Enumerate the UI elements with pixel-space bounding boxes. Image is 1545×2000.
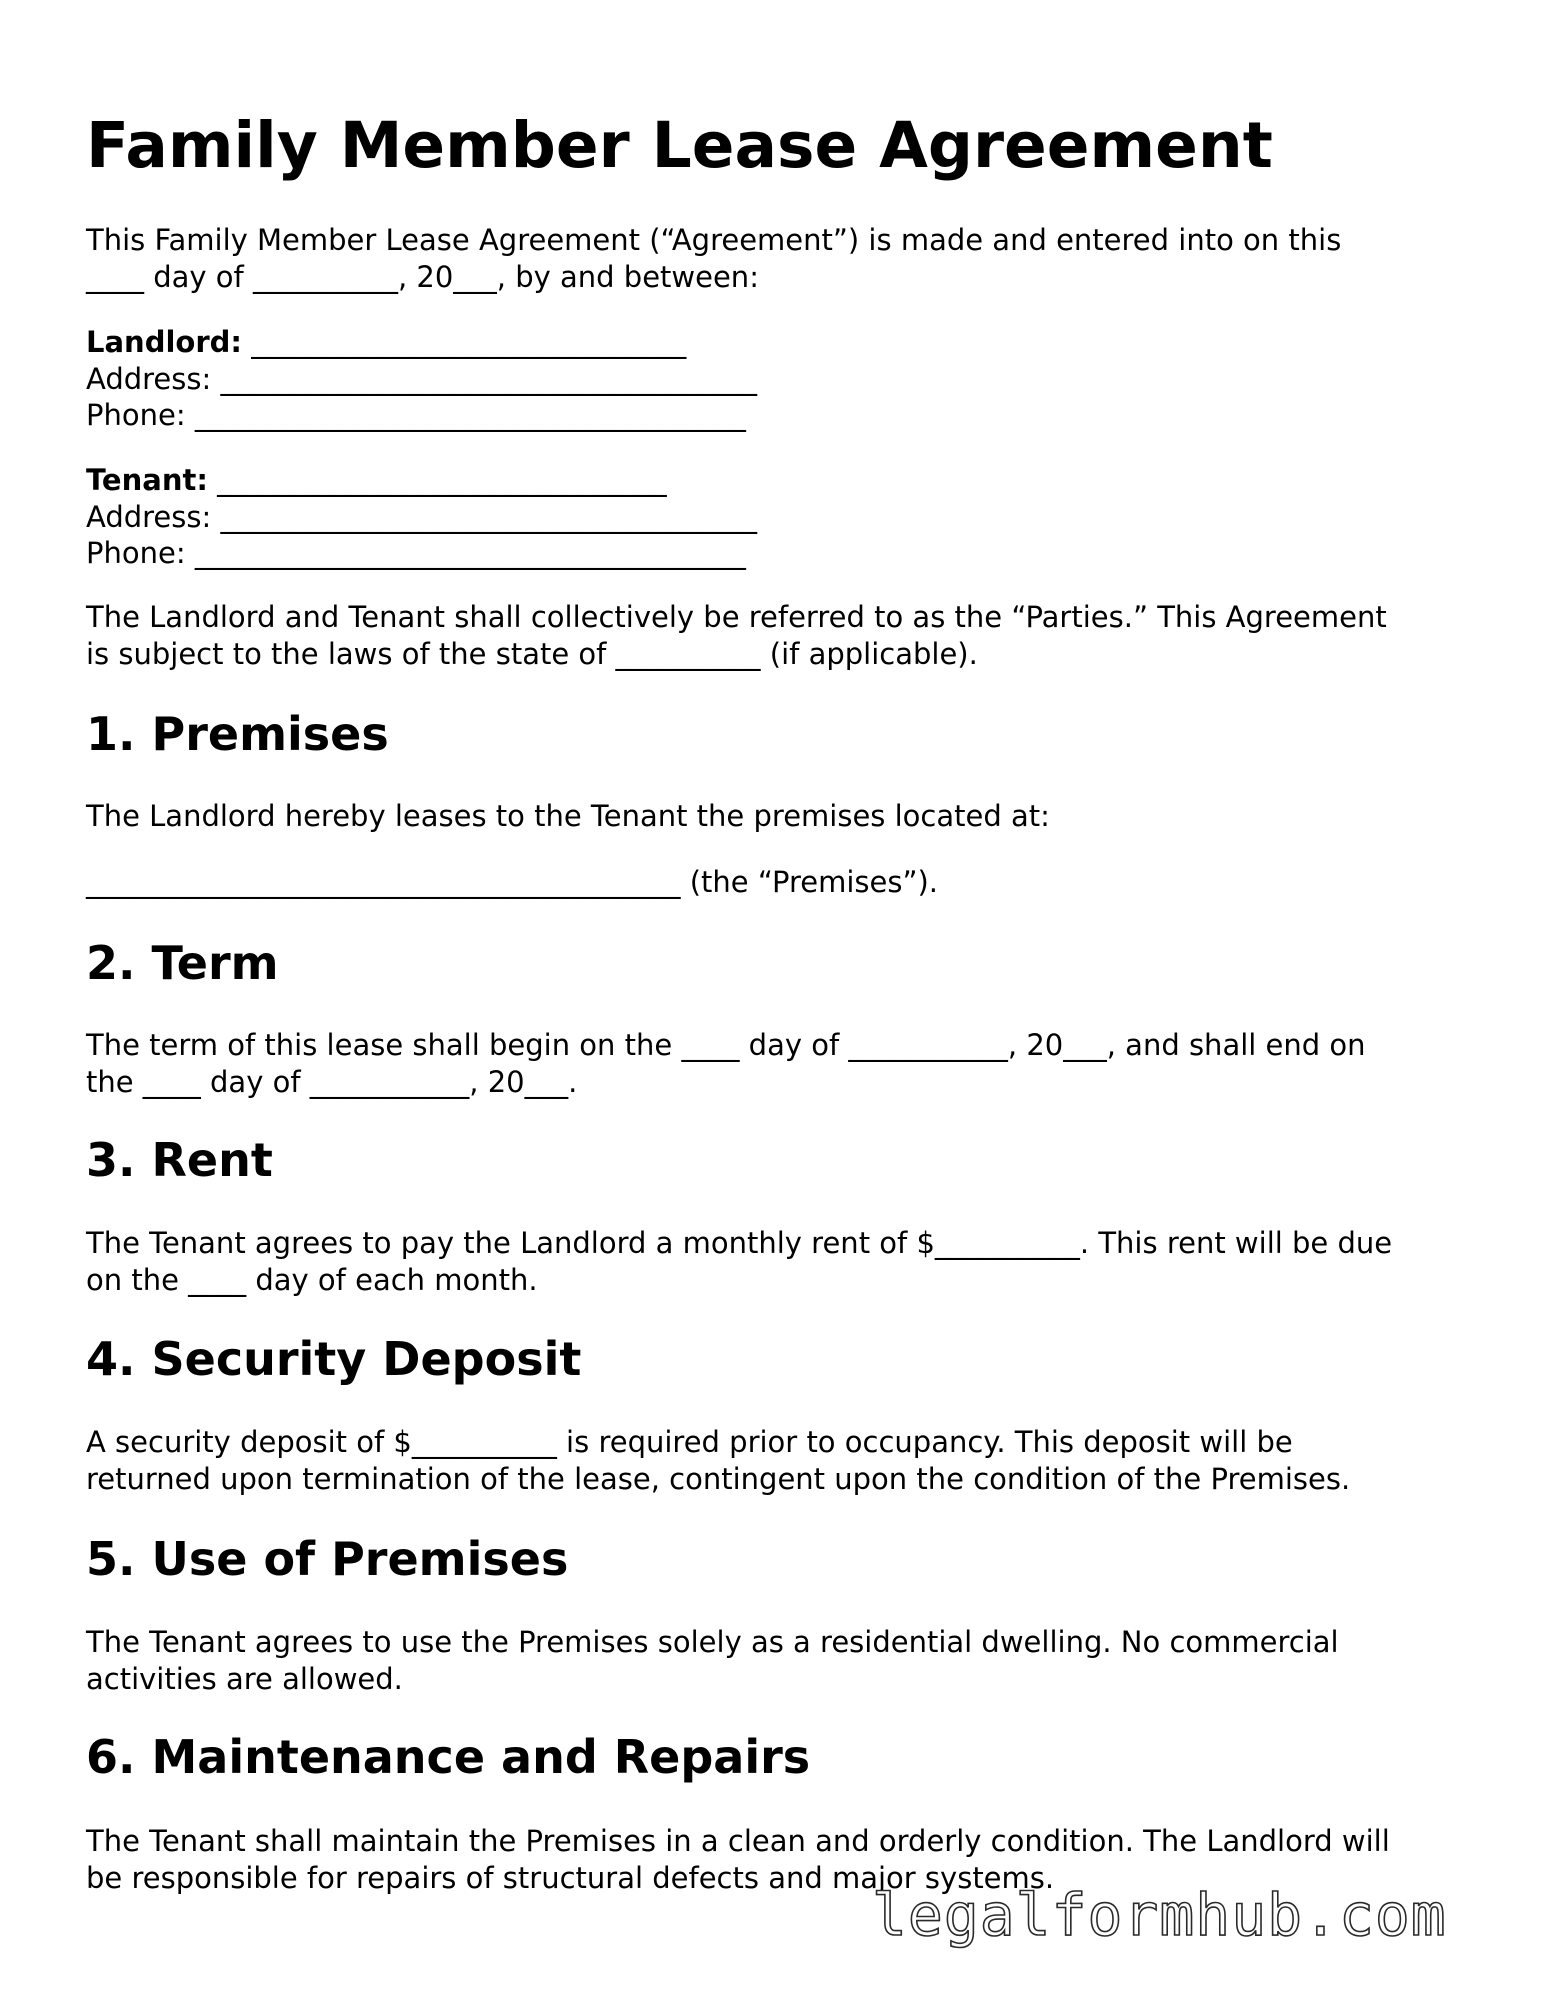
intro-line-2: ____ day of __________, 20___, by and between: <box>86 259 759 294</box>
intro-line-1: This Family Member Lease Agreement (“Agreement”) is made and entered into on this <box>86 223 1342 257</box>
section-line: The Tenant agrees to use the Premises solely as a residential dwelling. No commercial <box>86 1625 1339 1659</box>
section-line: _________________________________________ (the “Premises”). <box>86 865 939 899</box>
tenant-phone-field[interactable]: Phone: ______________________________________ <box>86 536 746 570</box>
tenant-name-field[interactable] <box>86 462 1466 499</box>
section-text-security-deposit <box>86 1424 1466 1497</box>
section-line: returned upon termination of the lease, contingent upon the condition of the Premises. <box>86 1461 1351 1496</box>
landlord-label: Landlord: <box>86 325 242 359</box>
landlord-address-field[interactable]: Address: _____________________________________ <box>86 361 757 396</box>
tenant-address-field[interactable]: Address: _____________________________________ <box>86 499 757 534</box>
premises-address-field[interactable] <box>86 864 1466 901</box>
landlord-phone-field[interactable]: Phone: ______________________________________ <box>86 398 746 432</box>
section-text-term <box>86 1027 1466 1100</box>
tenant-block <box>86 462 1466 572</box>
tenant-name-blank: _______________________________ <box>207 463 667 497</box>
watermark: legalformhub.com <box>872 1881 1447 1949</box>
landlord-name-blank: ______________________________ <box>241 325 687 359</box>
section-heading-term: 2. Term <box>86 936 279 990</box>
parties-line-1: The Landlord and Tenant shall collectively be referred to as the “Parties.” This Agreement <box>86 600 1387 634</box>
section-line: on the ____ day of each month. <box>86 1262 538 1297</box>
section-line: activities are allowed. <box>86 1661 403 1696</box>
section-heading-maintenance: 6. Maintenance and Repairs <box>86 1730 811 1784</box>
section-line: The Landlord hereby leases to the Tenant the premises located at: <box>86 799 1050 833</box>
parties-paragraph <box>86 599 1466 672</box>
section-text-premises <box>86 798 1466 835</box>
section-heading-use-of-premises: 5. Use of Premises <box>86 1532 569 1586</box>
section-line: be responsible for repairs of structural defects and major systems. <box>86 1860 1055 1895</box>
section-heading-security-deposit: 4. Security Deposit <box>86 1332 582 1386</box>
parties-line-2: is subject to the laws of the state of __________ (if applicable). <box>86 636 978 671</box>
section-text-rent <box>86 1225 1466 1298</box>
landlord-block <box>86 324 1466 434</box>
tenant-label: Tenant: <box>86 463 208 497</box>
section-line: A security deposit of $__________ is required prior to occupancy. This deposit will be <box>86 1425 1293 1459</box>
section-heading-rent: 3. Rent <box>86 1133 273 1187</box>
section-line: The Tenant shall maintain the Premises in a clean and orderly condition. The Landlord will <box>86 1824 1390 1858</box>
section-line: The term of this lease shall begin on the ____ day of ___________, 20___, and shall end on <box>86 1028 1366 1062</box>
intro-paragraph <box>86 222 1466 295</box>
page-title: Family Member Lease Agreement <box>86 109 1273 182</box>
landlord-name-field[interactable] <box>86 324 1466 361</box>
section-text-use-of-premises <box>86 1624 1466 1697</box>
section-line: the ____ day of ___________, 20___. <box>86 1064 578 1099</box>
section-line: The Tenant agrees to pay the Landlord a monthly rent of $__________. This rent will be due <box>86 1226 1393 1260</box>
section-heading-premises: 1. Premises <box>86 707 389 761</box>
